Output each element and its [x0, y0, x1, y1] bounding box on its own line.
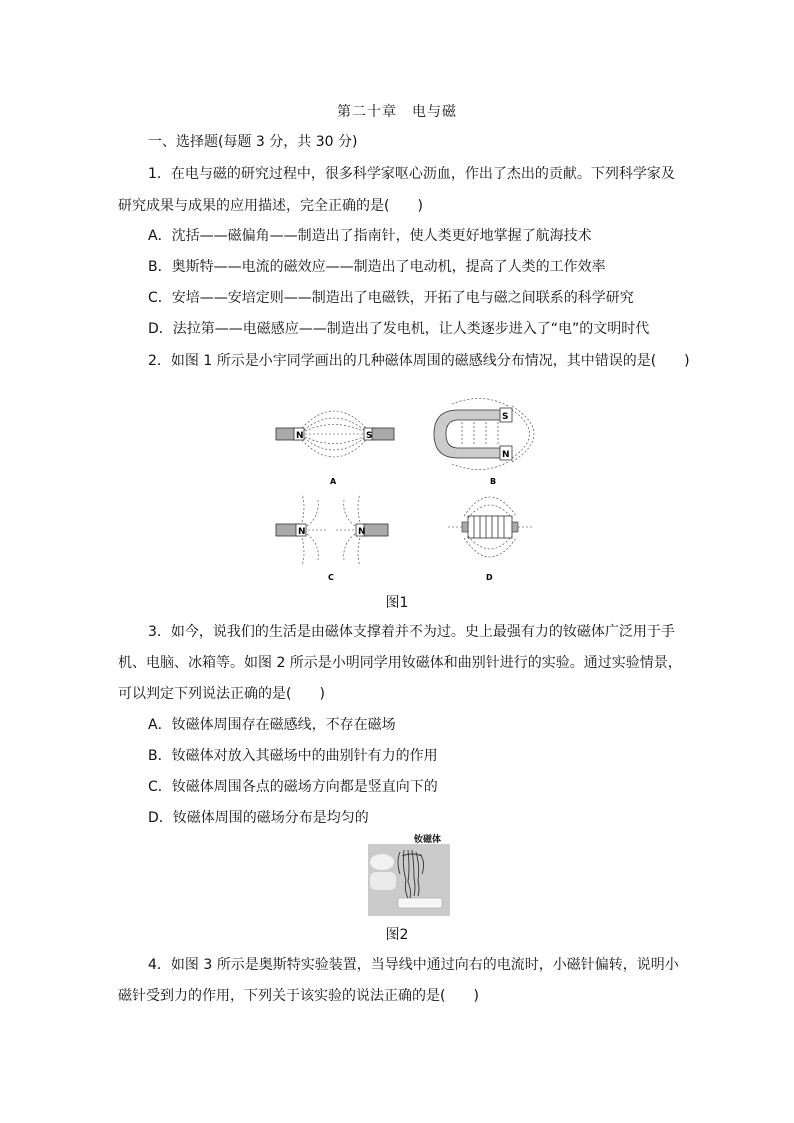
q1-option-a: A．沈括——磁偏角——制造出了指南针，使人类更好地掌握了航海技术	[148, 228, 592, 244]
q3-option-b: B．钕磁体对放入其磁场中的曲别针有力的作用	[148, 748, 438, 764]
q3-stem-line1: 3．如今，说我们的生活是由磁体支撑着并不为过。史上最强有力的钕磁体广泛用于手	[148, 624, 675, 640]
figure1-c-n-left-label: N	[298, 527, 306, 537]
figure2-magnet-label: 钕磁体	[414, 835, 442, 845]
section-heading: 一、选择题(每题 3 分，共 30 分)	[148, 134, 358, 150]
q3-stem-line3: 可以判定下列说法正确的是( )	[118, 686, 325, 702]
figure1-panel-d	[448, 497, 534, 582]
q3-stem-line2: 机、电脑、冰箱等。如图 2 所示是小明同学用钕磁体和曲别针进行的实验。通过实验情景，	[118, 655, 682, 671]
q1-stem-line1: 1．在电与磁的研究过程中，很多科学家呕心沥血，作出了杰出的贡献。下列科学家及	[148, 166, 675, 182]
figure1-b-n-label: N	[502, 450, 510, 460]
figure2-caption: 图2	[385, 927, 409, 943]
figure1-panel-c	[276, 494, 388, 582]
figure1-label-a: A	[330, 477, 337, 486]
q1-option-d: D．法拉第——电磁感应——制造出了发电机，让人类逐步进入了“电”的文明时代	[148, 321, 650, 337]
figure1-c-n-right-label: N	[358, 527, 366, 537]
q1-option-b: B．奥斯特——电流的磁效应——制造出了电动机，提高了人类的工作效率	[148, 259, 606, 275]
figure1-caption: 图1	[385, 595, 409, 611]
q4-stem-line2: 磁针受到力的作用，下列关于该实验的说法正确的是( )	[118, 988, 479, 1004]
q1-option-c: C．安培——安培定则——制造出了电磁铁，开拓了电与磁之间联系的科学研究	[148, 290, 634, 306]
q4-stem-line1: 4．如图 3 所示是奥斯特实验装置，当导线中通过向右的电流时，小磁针偏转，说明小	[148, 957, 679, 973]
q3-option-d: D．钕磁体周围的磁场分布是均匀的	[148, 810, 369, 826]
figure1-label-b: B	[490, 477, 497, 486]
figure1-b-s-label: S	[502, 412, 509, 422]
figure2-neodymium-magnet-photo	[368, 832, 450, 916]
q3-option-c: C．钕磁体周围各点的磁场方向都是竖直向下的	[148, 779, 438, 795]
q2-stem: 2．如图 1 所示是小宇同学画出的几种磁体周围的磁感线分布情况，其中错误的是( )	[148, 353, 690, 369]
figure1-a-n-label: N	[296, 431, 304, 441]
q3-option-a: A．钕磁体周围存在磁感线，不存在磁场	[148, 717, 396, 733]
chapter-title: 第二十章 电与磁	[337, 104, 457, 120]
figure1-magnetic-field-diagrams	[272, 388, 552, 584]
figure1-panel-a	[276, 411, 394, 486]
figure1-a-s-label: S	[366, 431, 373, 441]
figure1-label-d: D	[486, 573, 493, 582]
figure1-panel-b	[434, 398, 534, 486]
figure1-label-c: C	[328, 573, 334, 582]
q1-stem-line2: 研究成果与成果的应用描述，完全正确的是( )	[118, 198, 423, 214]
